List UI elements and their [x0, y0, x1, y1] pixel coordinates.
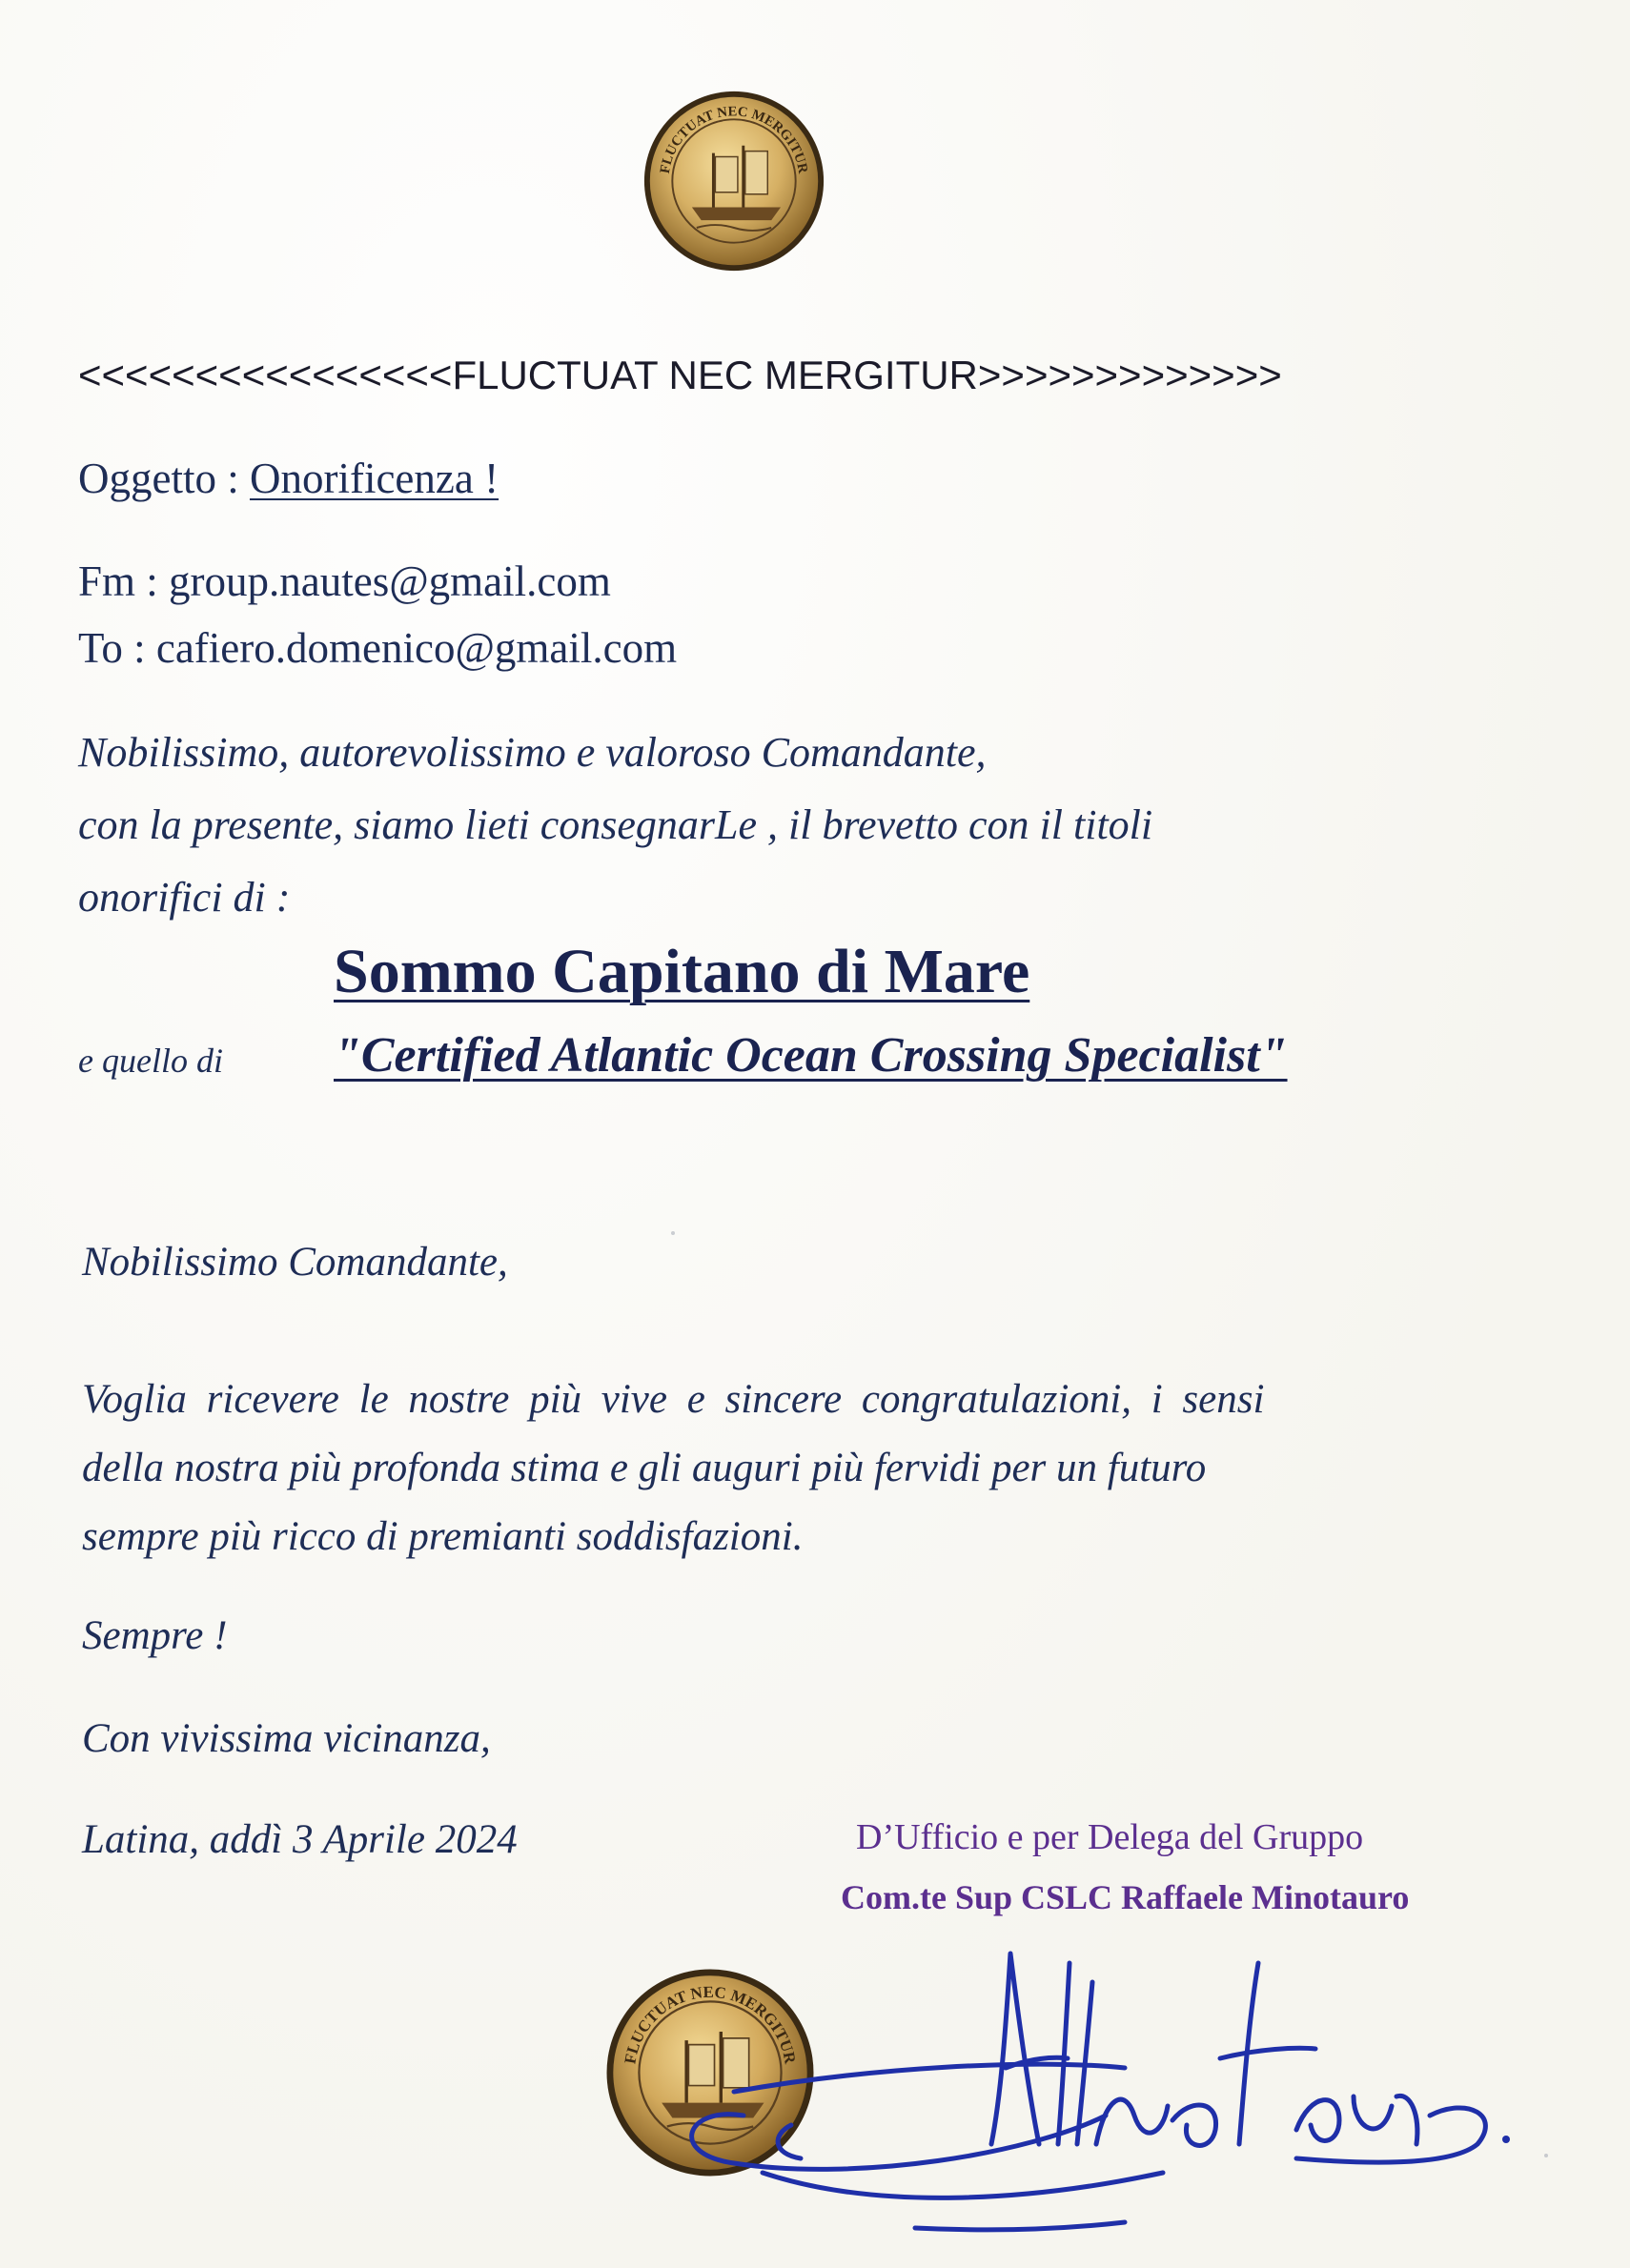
body-greeting: Nobilissimo Comandante, [82, 1240, 508, 1285]
body-line-3: sempre più ricco di premianti soddisfazioni. [82, 1514, 804, 1559]
subject-label: Oggetto : [78, 455, 250, 502]
place-date: Latina, addì 3 Aprile 2024 [82, 1817, 518, 1862]
honor-title-1: Sommo Capitano di Mare [334, 937, 1030, 1006]
honor-title-prefix: e quello di [78, 1042, 223, 1080]
to-address: To : cafiero.domenico@gmail.com [78, 624, 678, 672]
signatory-title: D’Ufficio e per Delega del Gruppo [856, 1817, 1364, 1857]
closing-always: Sempre ! [82, 1613, 228, 1658]
intro-line-2: con la presente, siamo lieti consegnarLe , il brevetto con il titoli [78, 801, 1153, 848]
paper-speck [1544, 2154, 1548, 2157]
honor-title-2: "Certified Atlantic Ocean Crossing Specialist" [334, 1028, 1288, 1083]
body-line-2: della nostra più profonda stima e gli auguri più fervidi per un futuro [82, 1446, 1207, 1490]
intro-line-3: onorifici di : [78, 874, 291, 921]
ship-seal-icon [641, 88, 827, 274]
body-line-1: Voglia ricevere le nostre più vive e sincere congratulazioni, i sensi [82, 1377, 1265, 1422]
from-address: Fm : group.nautes@gmail.com [78, 557, 611, 605]
svg-text:FLUCTUAT NEC MERGITUR: FLUCTUAT NEC MERGITUR [657, 104, 811, 175]
handwritten-signature-icon [629, 1925, 1525, 2249]
subject-value: Onorificenza ! [249, 455, 499, 502]
closing-regards: Con vivissima vicinanza, [82, 1716, 491, 1761]
subject-line [78, 454, 499, 503]
signatory-name: Com.te Sup CSLC Raffaele Minotauro [841, 1878, 1410, 1916]
intro-line-1: Nobilissimo, autorevolissimo e valoroso Comandante, [78, 729, 987, 776]
paper-speck [671, 1231, 675, 1235]
motto: <<<<<<<<<<<<<<<<FLUCTUAT NEC MERGITUR>>>>>>>>>>>>> [78, 353, 1282, 397]
svg-text:FLUCTUAT NEC MERGITUR: FLUCTUAT NEC MERGITUR [621, 1982, 800, 2066]
